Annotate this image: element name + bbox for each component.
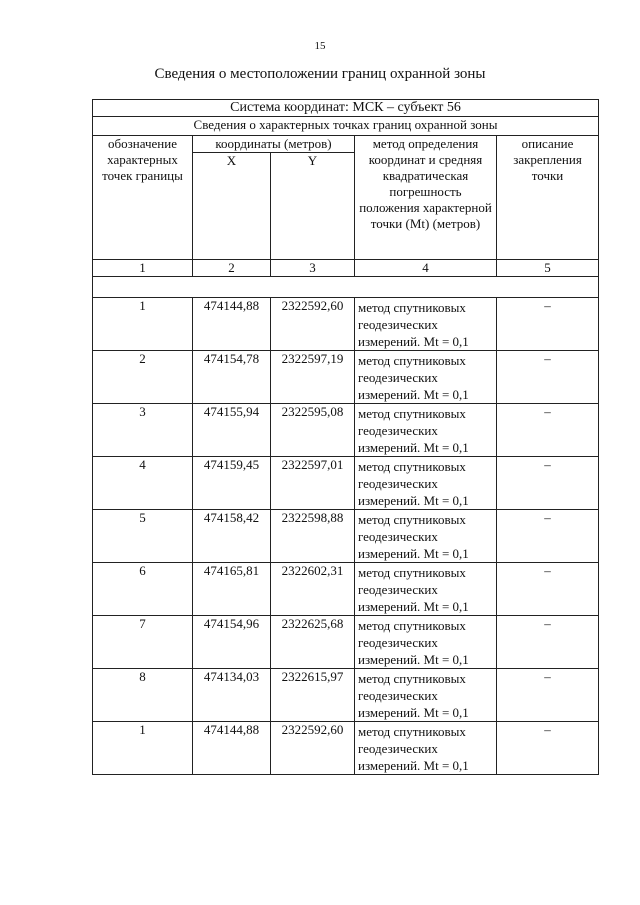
x-coordinate-cell: 474134,03 (193, 669, 271, 722)
column-number: 5 (497, 260, 599, 277)
point-cell: 7 (93, 616, 193, 669)
y-coordinate-cell: 2322598,88 (271, 510, 355, 563)
coordinate-system-row (93, 100, 599, 117)
point-cell: 3 (93, 404, 193, 457)
description-cell: – (497, 669, 599, 722)
x-coordinate-cell: 474154,96 (193, 616, 271, 669)
header-y: Y (271, 153, 355, 260)
y-coordinate-cell: 2322602,31 (271, 563, 355, 616)
point-cell: 6 (93, 563, 193, 616)
table-row (93, 722, 599, 775)
x-coordinate-cell: 474165,81 (193, 563, 271, 616)
header-row-1 (93, 136, 599, 153)
page-number: 15 (314, 40, 326, 52)
description-cell: – (497, 298, 599, 351)
point-cell: 1 (93, 298, 193, 351)
method-cell: метод спутниковых геодезических измерений. Mt = 0,1 (355, 351, 497, 404)
point-cell: 4 (93, 457, 193, 510)
boundary-points-table (92, 99, 599, 775)
column-number: 3 (271, 260, 355, 277)
empty-row (93, 277, 599, 298)
x-coordinate-cell: 474154,78 (193, 351, 271, 404)
y-coordinate-cell: 2322592,60 (271, 722, 355, 775)
description-cell: – (497, 563, 599, 616)
table-row (93, 616, 599, 669)
column-number: 4 (355, 260, 497, 277)
table-row (93, 404, 599, 457)
point-cell: 8 (93, 669, 193, 722)
method-cell: метод спутниковых геодезических измерений. Mt = 0,1 (355, 457, 497, 510)
description-cell: – (497, 404, 599, 457)
document-title: Сведения о местоположении границ охранной зоны (154, 66, 486, 82)
x-coordinate-cell: 474144,88 (193, 722, 271, 775)
coordinate-system-caption: Система координат: МСК – субъект 56 (93, 100, 599, 117)
table-subtitle-row (93, 117, 599, 136)
y-coordinate-cell: 2322597,19 (271, 351, 355, 404)
point-cell: 5 (93, 510, 193, 563)
x-coordinate-cell: 474158,42 (193, 510, 271, 563)
table-subtitle: Сведения о характерных точках границ охранной зоны (93, 117, 599, 136)
method-cell: метод спутниковых геодезических измерений. Mt = 0,1 (355, 510, 497, 563)
y-coordinate-cell: 2322592,60 (271, 298, 355, 351)
table-row (93, 298, 599, 351)
header-description: описание закрепления точки (497, 136, 599, 260)
method-cell: метод спутниковых геодезических измерений. Mt = 0,1 (355, 669, 497, 722)
y-coordinate-cell: 2322615,97 (271, 669, 355, 722)
point-cell: 1 (93, 722, 193, 775)
y-coordinate-cell: 2322595,08 (271, 404, 355, 457)
method-cell: метод спутниковых геодезических измерений. Mt = 0,1 (355, 404, 497, 457)
description-cell: – (497, 616, 599, 669)
description-cell: – (497, 351, 599, 404)
point-cell: 2 (93, 351, 193, 404)
header-x: X (193, 153, 271, 260)
method-cell: метод спутниковых геодезических измерений. Mt = 0,1 (355, 298, 497, 351)
empty-cell (93, 277, 599, 298)
description-cell: – (497, 510, 599, 563)
column-number: 1 (93, 260, 193, 277)
table-row (93, 563, 599, 616)
x-coordinate-cell: 474159,45 (193, 457, 271, 510)
description-cell: – (497, 722, 599, 775)
description-cell: – (497, 457, 599, 510)
table-row (93, 669, 599, 722)
method-cell: метод спутниковых геодезических измерений. Mt = 0,1 (355, 722, 497, 775)
table-row (93, 351, 599, 404)
column-numbers-row (93, 260, 599, 277)
table-body (93, 100, 599, 775)
x-coordinate-cell: 474155,94 (193, 404, 271, 457)
method-cell: метод спутниковых геодезических измерений. Mt = 0,1 (355, 616, 497, 669)
table-row (93, 457, 599, 510)
header-coordinates: координаты (метров) (193, 136, 355, 153)
header-point: обозначение характерных точек границы (93, 136, 193, 260)
header-method: метод определения координат и средняя квадратическая погрешность положения характерной точки (Mt) (метров) (355, 136, 497, 260)
x-coordinate-cell: 474144,88 (193, 298, 271, 351)
y-coordinate-cell: 2322625,68 (271, 616, 355, 669)
y-coordinate-cell: 2322597,01 (271, 457, 355, 510)
table-row (93, 510, 599, 563)
column-number: 2 (193, 260, 271, 277)
method-cell: метод спутниковых геодезических измерений. Mt = 0,1 (355, 563, 497, 616)
